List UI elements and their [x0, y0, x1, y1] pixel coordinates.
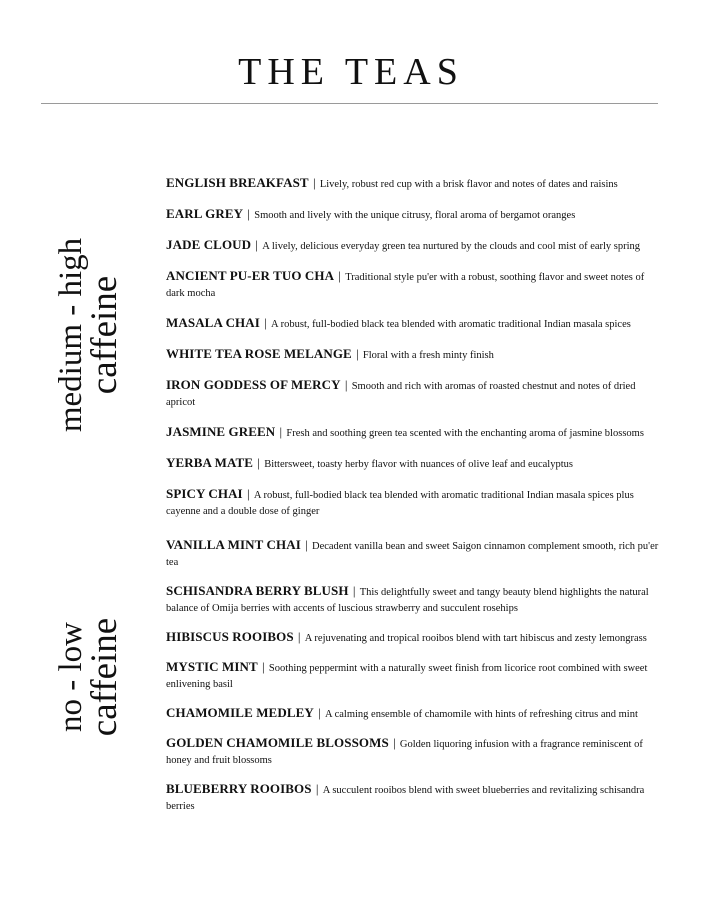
separator: | [341, 377, 351, 392]
separator: | [244, 206, 254, 221]
tea-list-no-low-caffeine [166, 537, 660, 827]
separator: | [294, 629, 304, 644]
tea-description: This delightfully sweet and tangy beauty blend highlights the natural balance of Omija berries with accents of luscious strawberry and succulent rosehips [166, 587, 649, 614]
tea-item [166, 659, 660, 693]
tea-name: HIBISCUS ROOIBOS [166, 629, 294, 644]
tea-name: MASALA CHAI [166, 315, 260, 330]
tea-description: A succulent rooibos blend with sweet blueberries and revitalizing schisandra berries [166, 785, 645, 812]
tea-item [166, 377, 660, 411]
tea-item [166, 206, 660, 224]
tea-name: MYSTIC MINT [166, 659, 258, 674]
tea-name: JADE CLOUD [166, 237, 252, 252]
tea-name: VANILLA MINT CHAI [166, 537, 301, 552]
tea-name: IRON GODDESS OF MERCY [166, 377, 341, 392]
tea-description: Golden liquoring infusion with a fragrance reminiscent of honey and fruit blossoms [166, 739, 643, 766]
separator: | [314, 705, 324, 720]
section-label-no-low-caffeine [54, 527, 144, 827]
tea-item [166, 781, 660, 815]
tea-list-medium-high-caffeine [166, 175, 660, 533]
separator: | [254, 455, 264, 470]
separator: | [352, 346, 362, 361]
tea-name: WHITE TEA ROSE MELANGE [166, 346, 352, 361]
separator: | [276, 424, 286, 439]
tea-description: A lively, delicious everyday green tea nurtured by the clouds and cool mist of early spring [262, 241, 641, 252]
section-label-medium-high-caffeine [54, 185, 144, 485]
separator: | [335, 268, 345, 283]
separator: | [389, 735, 399, 750]
separator: | [312, 781, 322, 796]
separator: | [260, 315, 271, 330]
tea-description: Bittersweet, toasty herby flavor with nuances of olive leaf and eucalyptus [264, 459, 573, 470]
separator: | [252, 237, 262, 252]
tea-name: YERBA MATE [166, 455, 254, 470]
section-label-top: medium - high [53, 237, 89, 433]
tea-description: A rejuvenating and tropical rooibos blend with tart hibiscus and zesty lemongrass [304, 633, 647, 644]
tea-description: Smooth and rich with aromas of roasted chestnut and notes of dried apricot [166, 381, 636, 408]
section-label-bottom: caffeine [84, 275, 125, 395]
tea-description: A robust, full-bodied black tea blended with aromatic traditional Indian masala spices plus cayenne and a double dose of ginger [166, 490, 634, 517]
tea-name: ANCIENT PU-ER TUO CHA [166, 268, 335, 283]
tea-name: GOLDEN CHAMOMILE BLOSSOMS [166, 735, 389, 750]
tea-description: Decadent vanilla bean and sweet Saigon cinnamon complement smooth, rich pu'er tea [166, 541, 659, 568]
tea-item [166, 315, 660, 333]
tea-description: Fresh and soothing green tea scented with the enchanting aroma of jasmine blossoms [286, 428, 644, 439]
tea-description: A robust, full-bodied black tea blended with aromatic traditional Indian masala spices [271, 319, 631, 330]
section-label-top: no - low [53, 622, 89, 732]
separator: | [258, 659, 268, 674]
tea-description: Traditional style pu'er with a robust, soothing flavor and sweet notes of dark mocha [166, 272, 645, 299]
tea-item [166, 735, 660, 769]
tea-item [166, 237, 660, 255]
tea-description: A calming ensemble of chamomile with hints of refreshing citrus and mint [324, 709, 638, 720]
separator: | [243, 486, 253, 501]
tea-name: EARL GREY [166, 206, 244, 221]
tea-item [166, 346, 660, 364]
separator: | [349, 583, 359, 598]
tea-item [166, 455, 660, 473]
tea-item [166, 424, 660, 442]
separator: | [301, 537, 311, 552]
tea-item [166, 175, 660, 193]
page-title: THE TEAS [238, 51, 464, 93]
tea-description: Smooth and lively with the unique citrusy, floral aroma of bergamot oranges [254, 210, 576, 221]
tea-item [166, 537, 660, 571]
tea-name: SPICY CHAI [166, 486, 243, 501]
tea-name: ENGLISH BREAKFAST [166, 175, 309, 190]
tea-item [166, 268, 660, 302]
tea-name: JASMINE GREEN [166, 424, 276, 439]
tea-name: SCHISANDRA BERRY BLUSH [166, 583, 349, 598]
tea-item [166, 629, 660, 647]
separator: | [309, 175, 319, 190]
title-divider [41, 103, 658, 104]
tea-item [166, 486, 660, 520]
tea-description: Floral with a fresh minty finish [362, 350, 494, 361]
tea-description: Lively, robust red cup with a brisk flavor and notes of dates and raisins [319, 179, 618, 190]
section-label-bottom: caffeine [84, 617, 125, 737]
tea-name: CHAMOMILE MEDLEY [166, 705, 314, 720]
tea-description: Soothing peppermint with a naturally sweet finish from licorice root combined with sweet enlivening basil [166, 663, 648, 690]
tea-item [166, 583, 660, 617]
tea-name: BLUEBERRY ROOIBOS [166, 781, 312, 796]
tea-item [166, 705, 660, 723]
